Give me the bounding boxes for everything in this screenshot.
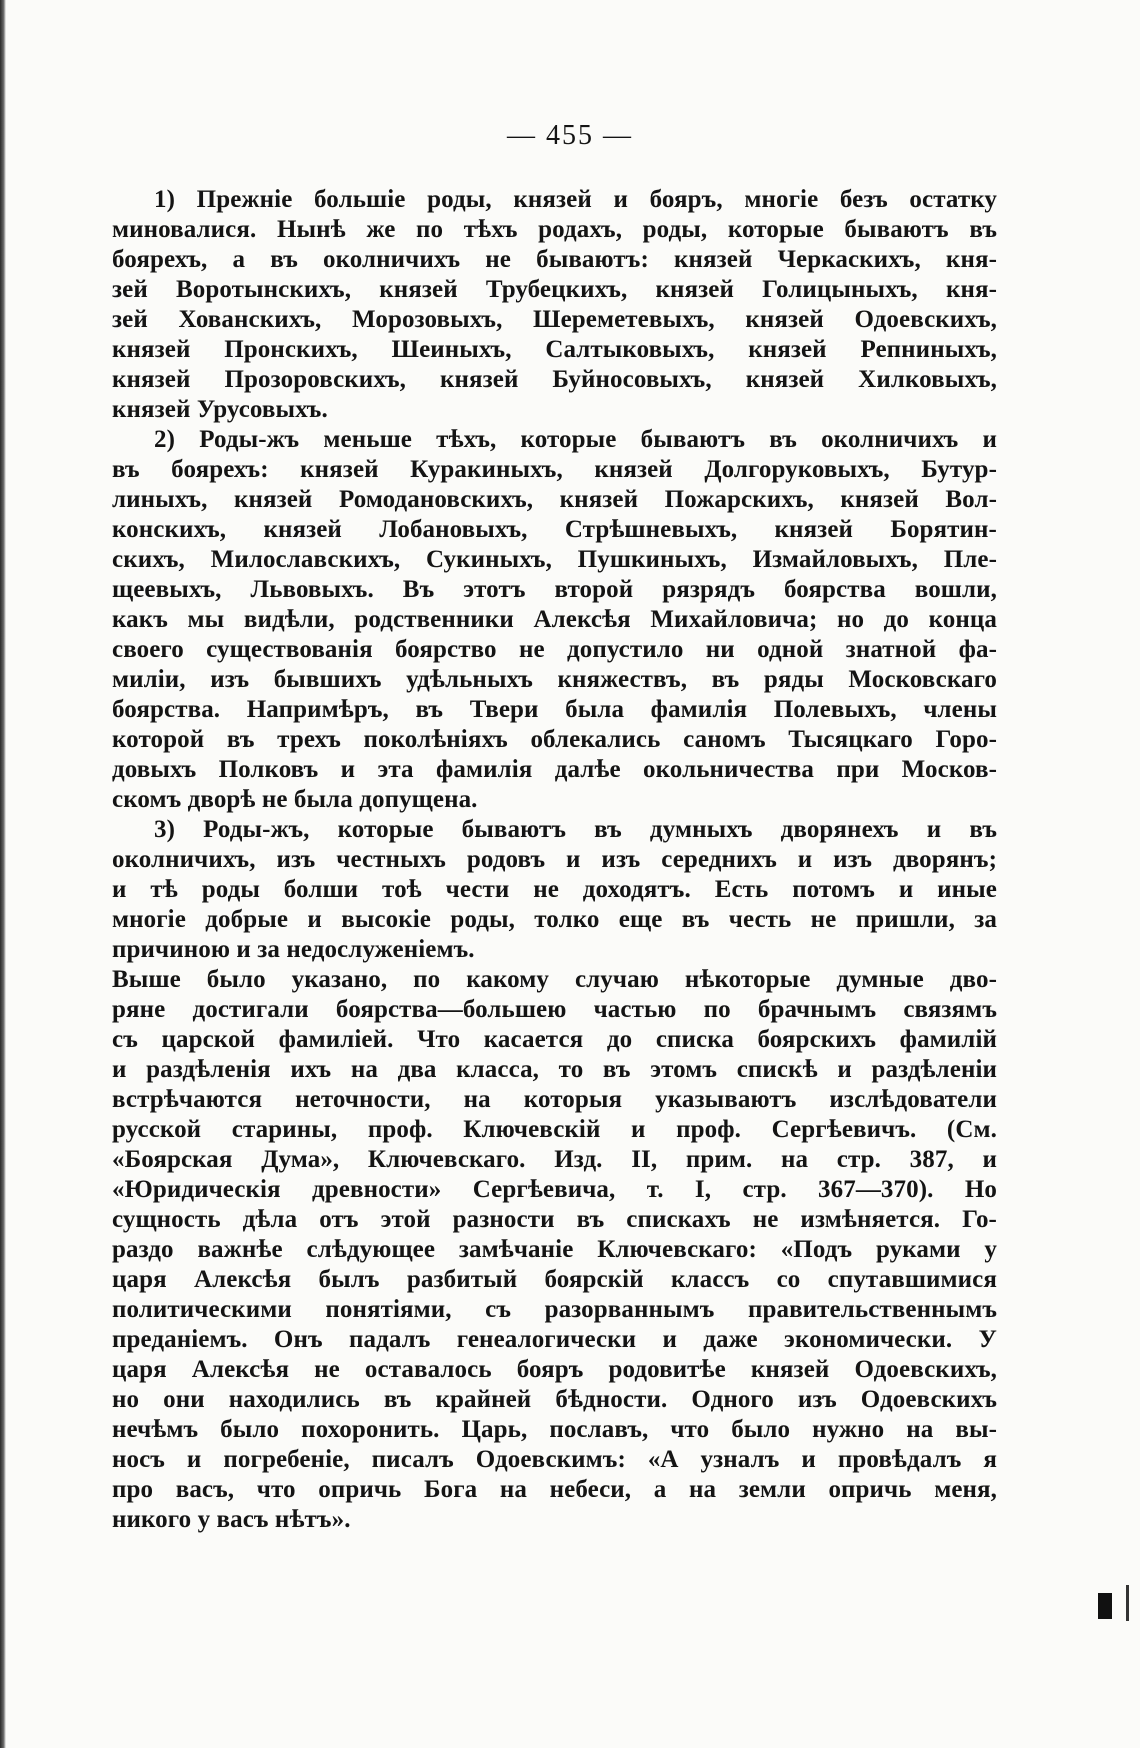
text-line: которой въ трехъ поколѣніяхъ облекались саномъ Тысяцкаго Горо- (112, 726, 997, 753)
text-line: сущность дѣла отъ этой разности въ спискахъ не измѣняется. Го- (112, 1206, 997, 1233)
text-line: ряне достигали боярства—большею частью по брачнымъ связямъ (112, 996, 997, 1023)
text-line: но они находились въ крайней бѣдности. Одного изъ Одоевскихъ (112, 1386, 997, 1413)
text-line: встрѣчаются неточности, на которыя указываютъ изслѣдователи (112, 1086, 997, 1113)
text-line: князей Урусовыхъ. (112, 396, 328, 423)
text-line: князей Прозоровскихъ, князей Буйносовыхъ, князей Хилковыхъ, (112, 366, 997, 393)
text-line: никого у васъ нѣтъ». (112, 1506, 351, 1533)
text-line: зей Хованскихъ, Морозовыхъ, Шереметевыхъ, князей Одоевскихъ, (112, 306, 997, 333)
text-line: царя Алексѣя былъ разбитый боярскій классъ со спутавшимися (112, 1266, 997, 1293)
text-line: Выше было указано, по какому случаю нѣкоторые думные дво- (112, 966, 997, 993)
text-line: многіе добрые и высокіе роды, толко еще въ честь не пришли, за (112, 906, 997, 933)
text-line: конскихъ, князей Лобановыхъ, Стрѣшневыхъ, князей Борятин- (112, 516, 997, 543)
text-line: довыхъ Полковъ и эта фамилія далѣе окольничества при Москов- (112, 756, 997, 783)
text-line: своего существованія боярство не допустило ни одной знатной фа- (112, 636, 997, 663)
text-line: съ царской фамиліей. Что касается до списка боярскихъ фамилій (112, 1026, 997, 1053)
text-line: миновалися. Нынѣ же по тѣхъ родахъ, роды, которые бываютъ въ (112, 216, 997, 243)
text-line: носъ и погребеніе, писалъ Одоевскимъ: «А узналъ и провѣдалъ я (112, 1446, 997, 1473)
text-line: щеевыхъ, Львовыхъ. Въ этотъ второй рязрядъ боярства вошли, (112, 576, 997, 603)
text-line: русской старины, проф. Ключевскій и проф. Сергѣевичъ. (См. (112, 1116, 997, 1143)
page-number: — 455 — (507, 120, 633, 151)
text-line: причиною и за недослуженіемъ. (112, 936, 475, 963)
text-line: преданіемъ. Онъ падалъ генеалогически и даже экономически. У (112, 1326, 997, 1353)
text-line: скомъ дворѣ не была допущена. (112, 786, 478, 813)
text-line: и раздѣленія ихъ на два класса, то въ этомъ спискѣ и раздѣленіи (112, 1056, 997, 1083)
text-line: миліи, изъ бывшихъ удѣльныхъ княжествъ, въ ряды Московскаго (112, 666, 997, 693)
text-line: 2) Роды-жъ меньше тѣхъ, которые бываютъ въ околничихъ и (154, 426, 997, 453)
text-line: «Боярская Дума», Ключевскаго. Изд. II, прим. на стр. 387, и (112, 1146, 997, 1173)
body-text (112, 185, 997, 1535)
text-line: про васъ, что опричь Бога на небеси, а на земли опричь меня, (112, 1476, 997, 1503)
text-line: 3) Роды-жъ, которые бываютъ въ думныхъ дворянехъ и въ (154, 816, 997, 843)
text-line: боярехъ, а въ околничихъ не бываютъ: князей Черкаскихъ, кня- (112, 246, 997, 273)
text-line: какъ мы видѣли, родственники Алексѣя Михайловича; но до конца (112, 606, 997, 633)
scan-artifact (1098, 1593, 1112, 1619)
text-line: въ боярехъ: князей Куракиныхъ, князей Долгоруковыхъ, Бутур- (112, 456, 997, 483)
text-line: зей Воротынскихъ, князей Трубецкихъ, князей Голицыныхъ, кня- (112, 276, 997, 303)
text-line: линыхъ, князей Ромодановскихъ, князей Пожарскихъ, князей Вол- (112, 486, 997, 513)
text-line: князей Пронскихъ, Шеиныхъ, Салтыковыхъ, князей Репниныхъ, (112, 336, 997, 363)
text-line: боярства. Напримѣръ, въ Твери была фамилія Полевыхъ, члены (112, 696, 997, 723)
text-line: и тѣ роды болши тоѣ чести не доходятъ. Есть потомъ и иные (112, 876, 997, 903)
text-line: 1) Прежніе большіе роды, князей и бояръ, многіе безъ остатку (154, 186, 997, 213)
text-line: околничихъ, изъ честныхъ родовъ и изъ середнихъ и изъ дворянъ; (112, 846, 997, 873)
page-edge-shadow (0, 0, 6, 1748)
text-line: политическими понятіями, съ разорваннымъ правительственнымъ (112, 1296, 997, 1323)
text-line: раздо важнѣе слѣдующее замѣчаніе Ключевскаго: «Подъ руками у (112, 1236, 997, 1263)
text-line: «Юридическія древности» Сергѣевича, т. I, стр. 367—370). Но (112, 1176, 997, 1203)
scan-artifact-line (1126, 1585, 1129, 1621)
text-line: скихъ, Милославскихъ, Сукиныхъ, Пушкиныхъ, Измайловыхъ, Пле- (112, 546, 997, 573)
text-line: царя Алексѣя не оставалось бояръ родовитѣе князей Одоевскихъ, (112, 1356, 997, 1383)
text-line: нечѣмъ было похоронить. Царь, пославъ, что было нужно на вы- (112, 1416, 997, 1443)
